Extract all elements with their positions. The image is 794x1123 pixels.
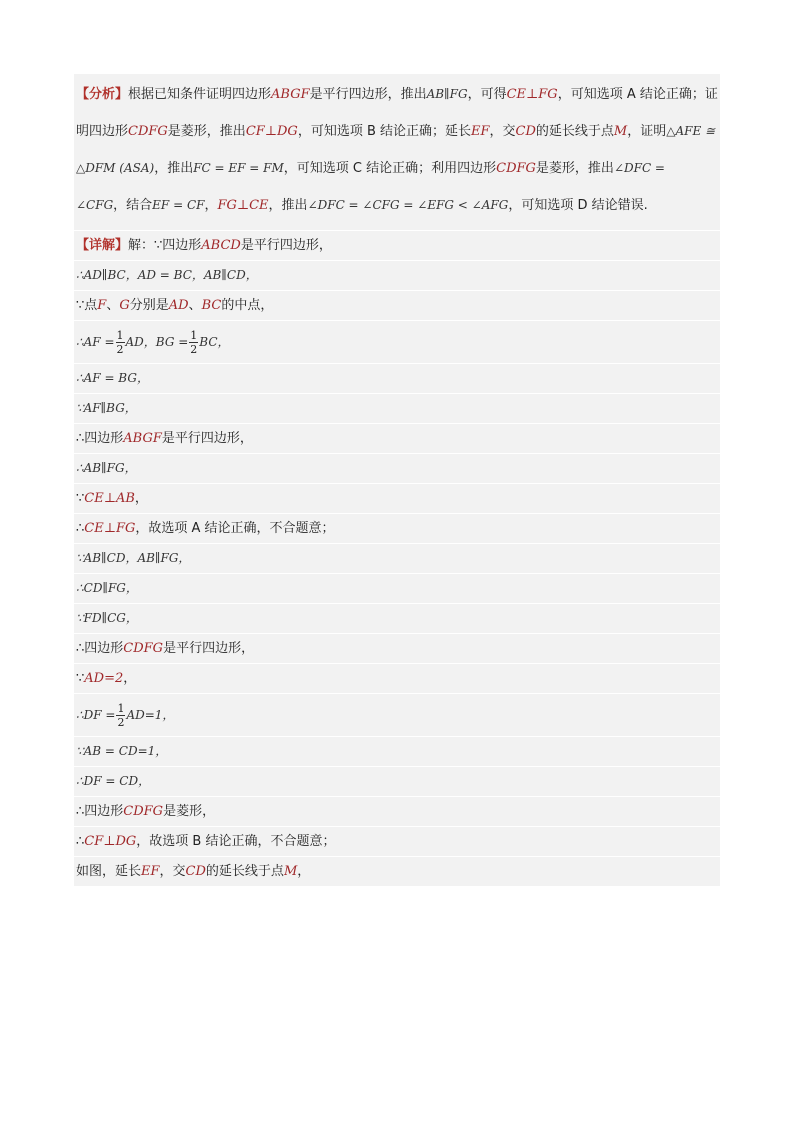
math: F [97,298,107,313]
math: CE⊥AB [84,491,135,506]
detail-line [74,736,720,766]
detail-line [74,603,720,633]
text: ∵ [76,491,85,506]
detail-line [74,573,720,603]
math: CDFG [123,641,164,656]
text: ∴四边形 [76,641,124,656]
text: ， [204,198,218,213]
text: 的延长线于点 [205,864,284,879]
math: AB∥FG [426,87,468,101]
fraction-denominator: 2 [190,343,198,356]
math: CE⊥FG [84,521,136,536]
text: 分别是 [129,298,169,313]
math: ∴DF = CD， [76,774,151,788]
detail-line [74,693,720,736]
text: ∵ [76,671,85,686]
math: CDFG [123,804,164,819]
math: ∵FD∥CG， [76,611,138,625]
fraction-denominator: 2 [117,716,125,729]
detail-line [74,543,720,573]
fraction-numerator: 1 [117,702,125,715]
detail-line [74,393,720,423]
fraction-numerator: 1 [190,329,198,342]
detail-line [74,363,720,393]
detail-line [74,826,720,856]
text: ∴四边形 [76,804,124,819]
text: ∴ [76,834,85,849]
math: EF [141,864,160,879]
math: ∴DF = [76,708,116,722]
analysis-tag: 【分析】 [76,87,129,102]
detail-line [74,633,720,663]
text: ，故选项 A 结论正确，不合题意； [135,521,335,536]
text: ，故选项 B 结论正确，不合题意； [136,834,336,849]
detail-line [74,513,720,543]
analysis-paragraph [74,74,720,230]
text: 解：∵四边形 [128,238,202,253]
detail-line [74,423,720,453]
math: ∵AB = CD=1， [76,744,168,758]
text: ，交 [159,864,186,879]
text: 是菱形，推出 [535,161,614,176]
fraction-numerator: 1 [116,329,124,342]
text: ∵点 [76,298,98,313]
math: AD，BG = [125,335,189,349]
math: CF⊥DG [245,124,298,139]
fraction [116,329,125,356]
text: ，推出 [268,198,308,213]
text: 的延长线于点 [535,124,614,139]
text: ，可得 [467,87,507,102]
math: BC [201,298,222,313]
detail-line [74,320,720,363]
math: ABCD [201,238,241,253]
text: ，结合 [113,198,153,213]
text: 是菱形，推出 [167,124,246,139]
math: CDFG [128,124,168,139]
math: CD [515,124,536,139]
text: ， [297,864,311,879]
math: ∴AF = BG， [76,371,149,385]
math: ∴AF = [76,335,115,349]
math: ∠DFC = ∠CFG = ∠EFG < ∠AFG [307,198,509,212]
text: ，可知选项 A 结论正确；证明四边形 [76,87,718,139]
math: △AFE ≅ △DFM (ASA) [76,124,716,175]
text: 是平行四边形， [240,238,332,253]
math: CF⊥DG [84,834,137,849]
text: 是平行四边形， [161,431,253,446]
detail-line [74,796,720,826]
text: 的中点， [221,298,274,313]
fraction [189,329,198,356]
math: EF = CF [152,198,205,212]
math: M [613,124,628,139]
text: 、 [188,298,202,313]
text: 是平行四边形， [163,641,255,656]
text: 根据已知条件证明四边形 [128,87,272,102]
text: ， [123,671,137,686]
math: AD=2 [84,671,124,686]
text: 、 [106,298,120,313]
detail-line [74,453,720,483]
text: ，推出 [154,161,194,176]
detail-line [74,290,720,320]
fraction-denominator: 2 [116,343,124,356]
fraction [116,702,125,729]
detail-line [74,766,720,796]
math: ABGF [271,87,310,102]
math: ∴AB∥FG， [76,461,137,475]
math: AD [168,298,189,313]
math: CE⊥FG [506,87,558,102]
math: EF [471,124,490,139]
math: AD=1， [126,708,175,722]
text: 是菱形， [163,804,216,819]
math: CDFG [496,161,536,176]
math: ∴AD∥BC，AD = BC，AB∥CD， [76,268,258,282]
text: ，可知选项 B 结论正确；延长 [297,124,471,139]
math: FC = EF = FM [193,161,284,175]
text: 如图，延长 [76,864,142,879]
math: G [119,298,130,313]
text: ，交 [489,124,516,139]
text: ，可知选项 C 结论正确；利用四边形 [283,161,497,176]
text: ， [134,491,148,506]
math: ∵AB∥CD，AB∥FG， [76,551,191,565]
detail-line [74,663,720,693]
math: CD [185,864,206,879]
solution-content [74,74,720,886]
math: FG⊥CE [217,198,269,213]
text: ，可知选项 D 结论错误. [508,198,648,213]
text: ，证明 [627,124,667,139]
math: ABGF [123,431,162,446]
detail-tag: 【详解】 [76,238,129,253]
text: ∴四边形 [76,431,124,446]
math: ∠DFC = ∠CFG [76,161,665,212]
detail-line [74,483,720,513]
math: M [283,864,298,879]
detail-line [74,260,720,290]
detail-line [74,856,720,886]
text: 是平行四边形，推出 [309,87,427,102]
detail-line [74,230,720,260]
text: ∴ [76,521,85,536]
math: BC， [199,335,230,349]
math: ∵AF∥BG， [76,401,137,415]
math: ∴CD∥FG， [76,581,138,595]
